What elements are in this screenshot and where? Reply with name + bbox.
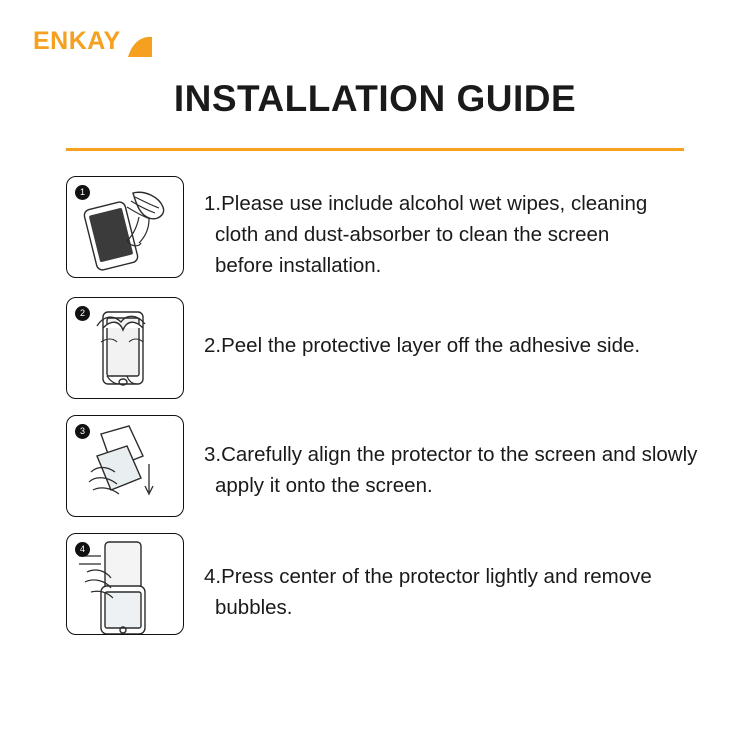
- step-thumbnail: [66, 533, 184, 635]
- step-line-1: 1.Please use include alcohol wet wipes, cleaning: [204, 192, 648, 215]
- step-line-2: bubbles.: [215, 596, 293, 619]
- step-thumbnail: [66, 297, 184, 399]
- step-badge: 4: [75, 542, 90, 557]
- step-thumbnail: [66, 176, 184, 278]
- list-item: [0, 176, 750, 281]
- step-line-3: before installation.: [215, 254, 382, 277]
- page-title: INSTALLATION GUIDE: [173, 78, 577, 119]
- step-description: [184, 176, 750, 281]
- step-line-1: 4.Press center of the protector lightly and remove: [204, 565, 652, 588]
- step-thumbnail: [66, 415, 184, 517]
- list-item: [0, 415, 750, 517]
- step-badge: 2: [75, 306, 90, 321]
- step-line-2: cloth and dust-absorber to clean the screen: [215, 223, 610, 246]
- step-line-1: 3.Carefully align the protector to the screen and slowly: [204, 443, 698, 466]
- step-description: [184, 297, 750, 361]
- list-item: [0, 297, 750, 399]
- brand-name: ENKAY: [33, 27, 121, 55]
- step-badge: 3: [75, 424, 90, 439]
- brand-mark: [33, 26, 137, 56]
- step-description: [184, 533, 750, 623]
- step-badge: 1: [75, 185, 90, 200]
- swoosh-icon: [127, 36, 153, 58]
- step-line-2: apply it onto the screen.: [215, 474, 433, 497]
- title-divider: [66, 148, 684, 151]
- list-item: [0, 533, 750, 635]
- step-description: [184, 415, 750, 501]
- brand-logo: [33, 26, 137, 56]
- step-line-1: 2.Peel the protective layer off the adhesive side.: [204, 334, 641, 357]
- steps-list: [0, 176, 750, 651]
